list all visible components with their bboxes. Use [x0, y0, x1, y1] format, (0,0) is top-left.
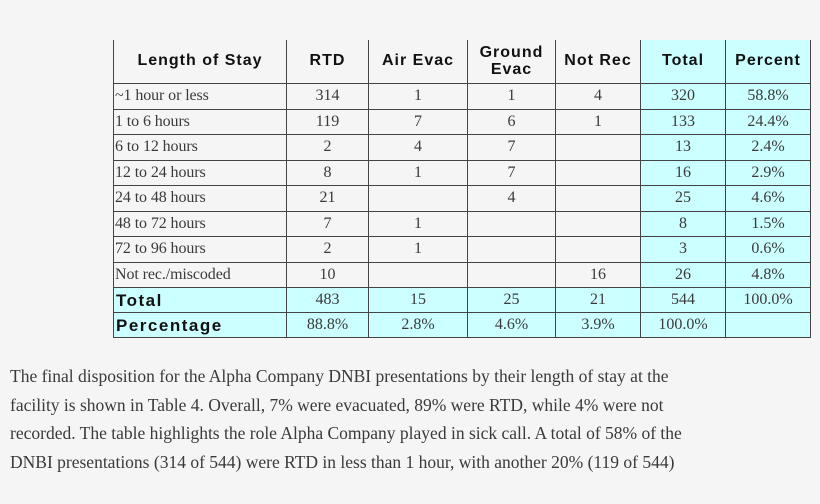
grand-total-cell: 544 [641, 288, 726, 313]
length-of-stay-table [113, 40, 811, 338]
percent-cell: 1.5% [726, 211, 811, 237]
not-rec-percentage-cell: 3.9% [556, 313, 641, 338]
total-row-label: Total [114, 288, 287, 313]
rtd-total-cell: 483 [287, 288, 369, 313]
rtd-cell: 314 [287, 84, 369, 110]
percent-cell: 2.4% [726, 135, 811, 161]
ground-evac-cell [468, 237, 556, 263]
percent-total-cell: 100.0% [726, 288, 811, 313]
percentage-row [114, 313, 811, 338]
row-label: Not rec./miscoded [114, 262, 287, 288]
total-percentage-cell: 100.0% [641, 313, 726, 338]
percent-cell: 0.6% [726, 237, 811, 263]
rtd-percentage-cell: 88.8% [287, 313, 369, 338]
empty-percentage-cell [726, 313, 811, 338]
not-rec-total-cell: 21 [556, 288, 641, 313]
rtd-cell: 7 [287, 211, 369, 237]
air-evac-cell [369, 262, 468, 288]
not-rec-cell: 16 [556, 262, 641, 288]
paragraph-line: The final disposition for the Alpha Company DNBI presentations by their length of stay at the [10, 366, 669, 386]
paragraph-line: recorded. The table highlights the role Alpha Company played in sick call. A total of 58% of the [10, 423, 682, 443]
paragraph-line: facility is shown in Table 4. Overall, 7% were evacuated, 89% were RTD, while 4% were not [10, 394, 664, 415]
not-rec-cell [556, 186, 641, 212]
total-cell: 26 [641, 262, 726, 288]
ground-evac-cell: 6 [468, 109, 556, 135]
percent-cell: 4.8% [726, 262, 811, 288]
rtd-cell: 119 [287, 109, 369, 135]
air-evac-total-cell: 15 [369, 288, 468, 313]
row-label: 12 to 24 hours [114, 160, 287, 186]
percent-cell: 24.4% [726, 109, 811, 135]
row-label: 24 to 48 hours [114, 186, 287, 212]
header-ground-evac-line2: Evac [490, 60, 533, 78]
table-row [114, 160, 811, 186]
ground-evac-total-cell: 25 [468, 288, 556, 313]
not-rec-cell [556, 237, 641, 263]
total-cell: 133 [641, 109, 726, 135]
air-evac-cell: 1 [369, 211, 468, 237]
total-row [114, 288, 811, 313]
total-cell: 13 [641, 135, 726, 161]
total-cell: 8 [641, 211, 726, 237]
ground-evac-cell [468, 262, 556, 288]
header-ground-evac-line1: Ground [479, 43, 544, 61]
air-evac-cell: 1 [369, 160, 468, 186]
total-cell: 3 [641, 237, 726, 263]
disposition-table-container [113, 40, 811, 338]
rtd-cell: 21 [287, 186, 369, 212]
not-rec-cell [556, 135, 641, 161]
rtd-cell: 8 [287, 160, 369, 186]
rtd-cell: 10 [287, 262, 369, 288]
ground-evac-cell: 7 [468, 135, 556, 161]
table-row [114, 84, 811, 110]
row-label: ~1 hour or less [114, 84, 287, 110]
percent-cell: 2.9% [726, 160, 811, 186]
rtd-cell: 2 [287, 135, 369, 161]
header-length-of-stay: Length of Stay [114, 40, 287, 84]
header-total: Total [641, 40, 726, 84]
ground-evac-cell: 4 [468, 186, 556, 212]
not-rec-cell [556, 160, 641, 186]
air-evac-cell: 4 [369, 135, 468, 161]
table-row [114, 262, 811, 288]
header-ground-evac [468, 40, 556, 84]
total-cell: 25 [641, 186, 726, 212]
table-row [114, 211, 811, 237]
not-rec-cell: 1 [556, 109, 641, 135]
air-evac-cell: 7 [369, 109, 468, 135]
ground-evac-cell: 1 [468, 84, 556, 110]
row-label: 6 to 12 hours [114, 135, 287, 161]
total-cell: 16 [641, 160, 726, 186]
air-evac-cell: 1 [369, 84, 468, 110]
percent-cell: 58.8% [726, 84, 811, 110]
air-evac-cell [369, 186, 468, 212]
air-evac-percentage-cell: 2.8% [369, 313, 468, 338]
ground-evac-percentage-cell: 4.6% [468, 313, 556, 338]
ground-evac-cell [468, 211, 556, 237]
table-row [114, 109, 811, 135]
paragraph-line: DNBI presentations (314 of 544) were RTD in less than 1 hour, with another 20% (119 of 544) [10, 451, 675, 472]
table-row [114, 186, 811, 212]
not-rec-cell: 4 [556, 84, 641, 110]
row-label: 1 to 6 hours [114, 109, 287, 135]
header-air-evac: Air Evac [369, 40, 468, 84]
table-row [114, 237, 811, 263]
row-label: 48 to 72 hours [114, 211, 287, 237]
table-row [114, 135, 811, 161]
table-header-row [114, 40, 811, 84]
header-not-rec: Not Rec [556, 40, 641, 84]
not-rec-cell [556, 211, 641, 237]
row-label: 72 to 96 hours [114, 237, 287, 263]
ground-evac-cell: 7 [468, 160, 556, 186]
percentage-row-label: Percentage [114, 313, 287, 338]
rtd-cell: 2 [287, 237, 369, 263]
header-percent: Percent [726, 40, 811, 84]
header-rtd: RTD [287, 40, 369, 84]
percent-cell: 4.6% [726, 186, 811, 212]
body-paragraph [10, 362, 810, 476]
total-cell: 320 [641, 84, 726, 110]
air-evac-cell: 1 [369, 237, 468, 263]
